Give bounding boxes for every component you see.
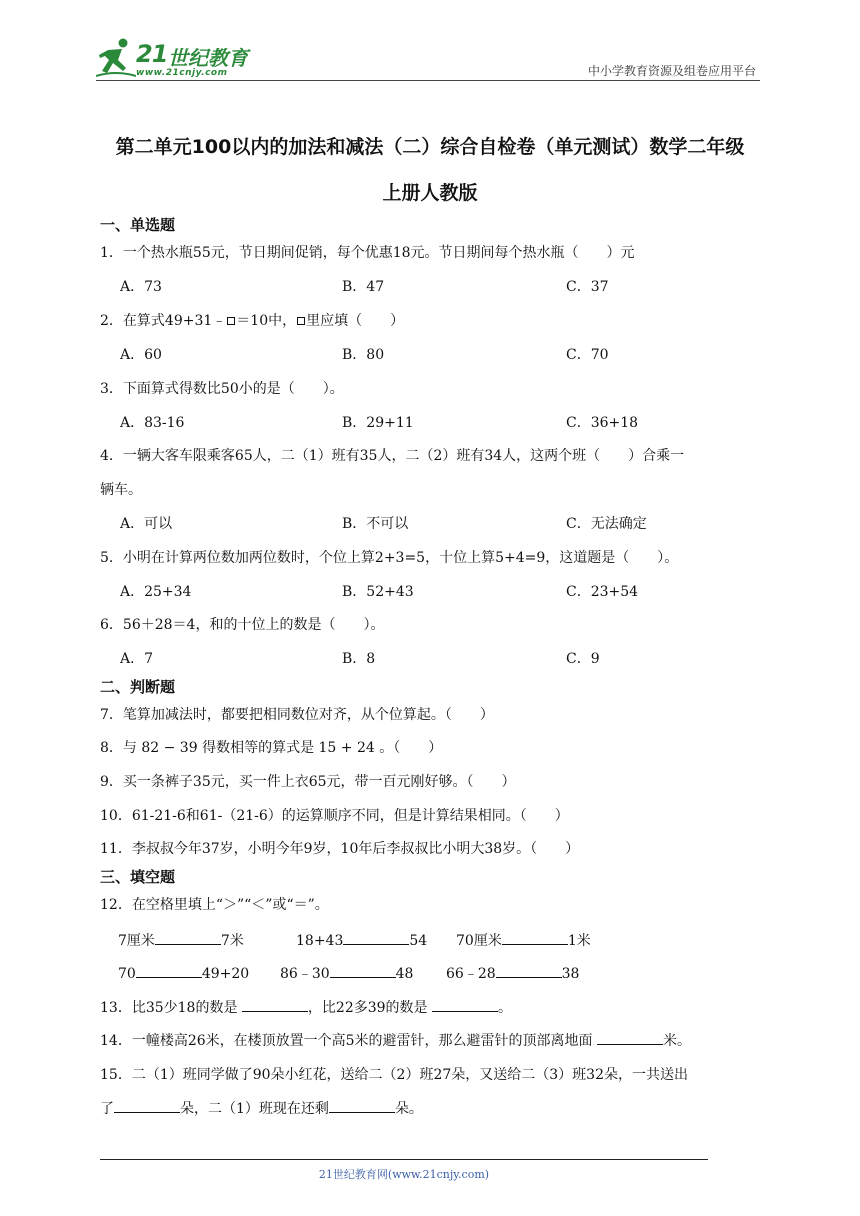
- question-4-line-1: 4．一辆大客车限乘客65人，二（1）班有35人，二（2）班有34人，这两个班（ ）合乘一: [100, 448, 685, 464]
- q6-option-a: A．7: [120, 651, 154, 667]
- compare-right: 1米: [567, 933, 591, 949]
- question-12: 12．在空格里填上“＞”“＜”或“＝”。: [100, 897, 329, 913]
- compare-right: 7米: [220, 933, 244, 949]
- answer-blank[interactable]: [155, 930, 221, 945]
- q1-option-a: A．73: [120, 279, 162, 295]
- answer-blank[interactable]: [329, 1098, 395, 1113]
- q12-compare-4: [118, 963, 249, 982]
- q14-text-2: 米。: [662, 1033, 691, 1049]
- q15-text-1: 了: [100, 1101, 114, 1117]
- compare-right: 38: [561, 966, 580, 982]
- compare-left: 70: [118, 966, 136, 982]
- compare-left: 86﹣30: [280, 966, 330, 982]
- page-title-line-2: 上册人教版: [382, 182, 478, 204]
- q2-text-mid: ＝10中，: [236, 313, 297, 329]
- section-heading-true-false: 二、判断题: [100, 678, 176, 696]
- q3-option-a: A．83-16: [120, 415, 185, 431]
- answer-blank[interactable]: [496, 963, 562, 978]
- question-10: 10．61-21-6和61-（21-6）的运算顺序不同，但是计算结果相同。（ ）: [100, 808, 569, 824]
- q5-option-b: B．52+43: [342, 584, 414, 600]
- q12-compare-2: [296, 930, 427, 949]
- q13-text-2: ，比22多39的数是: [307, 1000, 432, 1016]
- question-7: 7．笔算加减法时，都要把相同数位对齐，从个位算起。（ ）: [100, 707, 494, 723]
- q15-text-2: 朵，二（1）班现在还剩: [180, 1101, 329, 1117]
- q4-option-c: C．无法确定: [566, 516, 647, 532]
- compare-left: 7厘米: [118, 933, 155, 949]
- site-logo: [96, 36, 266, 82]
- compare-left: 18+43: [296, 933, 344, 949]
- compare-right: 48: [395, 966, 414, 982]
- q12-compare-6: [446, 963, 579, 983]
- answer-blank[interactable]: [502, 930, 568, 945]
- logo-text: 世纪教育: [168, 46, 248, 70]
- q13-text-3: 。: [498, 1000, 512, 1016]
- header-divider: [96, 80, 760, 81]
- logo-url: www.21cnjy.com: [136, 68, 228, 78]
- q2-option-c: C．70: [566, 347, 609, 363]
- q2-text-post: 里应填（ ）: [306, 313, 405, 329]
- question-6: 6．56＋28＝4，和的十位上的数是（ ）。: [100, 617, 385, 633]
- runner-icon: [96, 36, 136, 80]
- header-platform-text: 中小学教育资源及组卷应用平台: [587, 64, 756, 78]
- question-1: 1．一个热水瓶55元，节日期间促销，每个优惠18元。节日期间每个热水瓶（ ）元: [100, 245, 635, 261]
- q3-option-c: C．36+18: [566, 415, 639, 431]
- q3-option-b: B．29+11: [342, 415, 414, 431]
- q2-text-pre: 2．在算式49+31﹣: [100, 313, 227, 329]
- answer-blank[interactable]: [597, 1030, 663, 1045]
- q2-option-b: B．80: [342, 347, 385, 363]
- compare-left: 70厘米: [456, 933, 502, 949]
- logo-number: 21: [136, 40, 168, 68]
- answer-blank[interactable]: [343, 930, 409, 945]
- footer-divider: [100, 1159, 708, 1160]
- compare-right: 49+20: [201, 966, 250, 982]
- section-heading-fill-in: 三、填空题: [100, 868, 176, 886]
- q4-option-b: B．不可以: [342, 516, 409, 532]
- question-4-line-2: 辆车。: [100, 482, 142, 498]
- question-11: 11．李叔叔今年37岁，小明今年9岁，10年后李叔叔比小明大38岁。（ ）: [100, 841, 580, 857]
- answer-blank[interactable]: [242, 997, 308, 1012]
- compare-right: 54: [409, 933, 428, 949]
- question-2: [100, 310, 404, 330]
- answer-blank[interactable]: [114, 1098, 180, 1113]
- answer-blank[interactable]: [136, 963, 202, 978]
- page-title-line-1: 第二单元100以内的加法和减法（二）综合自检卷（单元测试）数学二年级: [115, 136, 745, 158]
- q5-option-a: A．25+34: [120, 584, 192, 600]
- q1-option-c: C．37: [566, 279, 609, 295]
- q12-compare-5: [280, 963, 413, 983]
- q14-text-1: 14．一幢楼高26米，在楼顶放置一个高5米的避雷针，那么避雷针的顶部离地面: [100, 1033, 597, 1049]
- question-8: 8．与 82 − 39 得数相等的算式是 15 + 24 。（ ）: [100, 740, 443, 756]
- answer-blank[interactable]: [432, 997, 498, 1012]
- q15-text-3: 朵。: [394, 1101, 423, 1117]
- q6-option-c: C．9: [566, 651, 600, 667]
- question-3: 3．下面算式得数比50小的是（ ）。: [100, 381, 344, 397]
- q5-option-c: C．23+54: [566, 584, 639, 600]
- footer-link[interactable]: 21世纪教育网(www.21cnjy.com): [318, 1168, 490, 1181]
- square-box-icon: [227, 317, 235, 325]
- q4-option-a: A．可以: [120, 516, 173, 532]
- question-15-line-1: 15．二（1）班同学做了90朵小红花，送给二（2）班27朵，又送给二（3）班32朵，一共送出: [100, 1067, 688, 1083]
- question-13: [100, 997, 512, 1017]
- q2-option-a: A．60: [120, 347, 162, 363]
- question-14: [100, 1030, 691, 1050]
- question-5: 5．小明在计算两位数加两位数时，个位上算2+3=5，十位上算5+4=9，这道题是（ ）。: [100, 550, 679, 566]
- compare-left: 66﹣28: [446, 966, 496, 982]
- question-15-line-2: [100, 1098, 423, 1118]
- q6-option-b: B．8: [342, 651, 376, 667]
- answer-blank[interactable]: [330, 963, 396, 978]
- q13-text-1: 13．比35少18的数是: [100, 1000, 242, 1016]
- q1-option-b: B．47: [342, 279, 385, 295]
- question-9: 9．买一条裤子35元，买一件上衣65元，带一百元刚好够。（ ）: [100, 774, 516, 790]
- q12-compare-1: [118, 930, 244, 950]
- square-box-icon: [297, 317, 305, 325]
- q12-compare-3: [456, 930, 591, 950]
- section-heading-single-choice: 一、单选题: [100, 216, 176, 234]
